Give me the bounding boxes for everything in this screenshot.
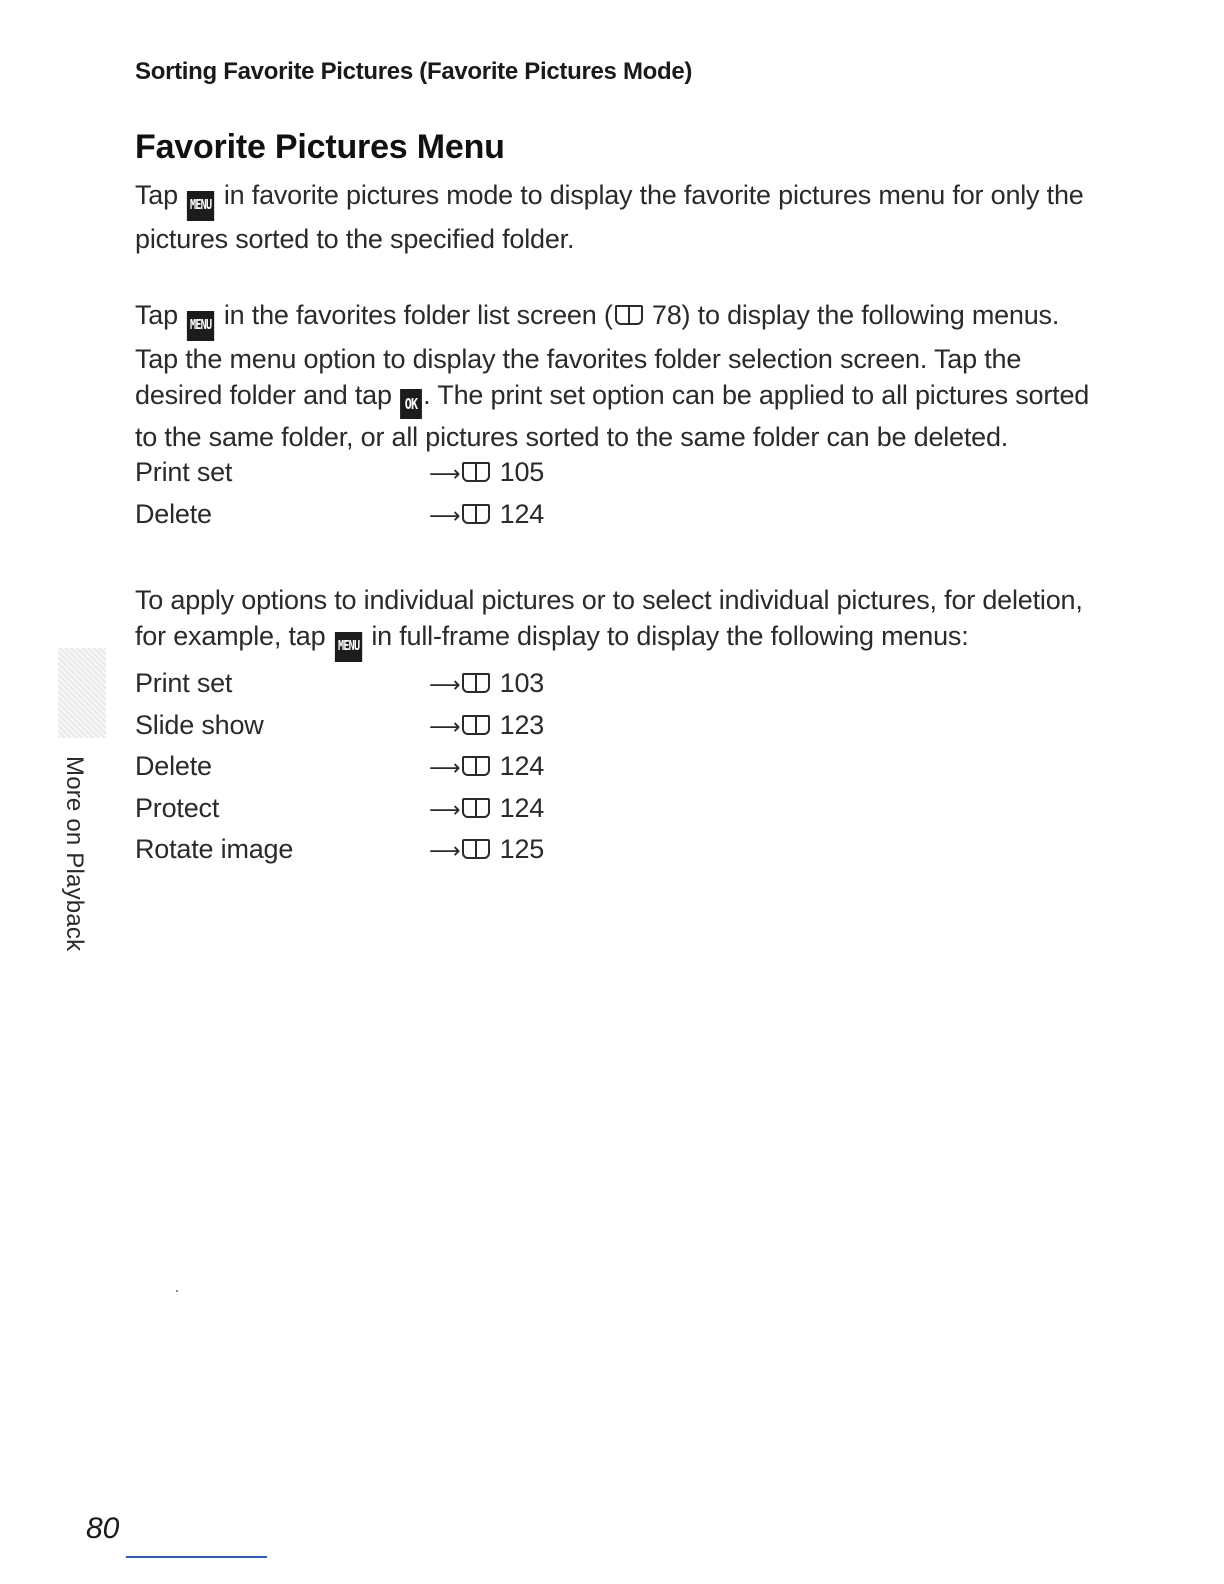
- arrow-right-icon: ⟶: [429, 502, 461, 528]
- menu-option-label: Protect: [135, 792, 220, 823]
- section-title: Favorite Pictures Menu: [135, 128, 505, 166]
- paragraph-text: Tap: [135, 300, 186, 330]
- page-reference-number: 124: [499, 498, 545, 529]
- side-tab-label: More on Playback: [61, 756, 88, 952]
- book-reference-icon: [462, 715, 490, 735]
- book-reference-icon: [462, 462, 490, 482]
- menu-key-icon: MENU: [187, 191, 215, 221]
- page-reference: [429, 710, 544, 741]
- menu-key-icon: MENU: [335, 632, 363, 662]
- paragraph-favorite-menu-intro: [135, 177, 1105, 257]
- page-reference-number: 125: [499, 834, 545, 865]
- page-reference: [429, 457, 544, 488]
- page-reference: [429, 499, 544, 530]
- running-head: Sorting Favorite Pictures (Favorite Pictures Mode): [135, 58, 693, 85]
- page-reference: [429, 793, 544, 824]
- paragraph-text: . The print set option can be applied to all pictures sorted to the same folder, or all pictures sorted to the same folder can be deleted.: [135, 380, 1090, 452]
- page-reference-number: 105: [499, 457, 545, 487]
- paragraph-text: Tap: [135, 180, 186, 210]
- menu-key-icon: MENU: [187, 311, 215, 341]
- page-reference-number: 124: [499, 751, 545, 782]
- book-reference-icon: [462, 504, 490, 524]
- page-number: 80: [86, 1512, 120, 1545]
- arrow-right-icon: ⟶: [429, 672, 461, 697]
- menu-option-label: Delete: [135, 751, 212, 782]
- page-reference: [429, 751, 544, 782]
- book-reference-icon: [615, 305, 643, 325]
- menu-option-label: Delete: [135, 498, 212, 529]
- arrow-right-icon: ⟶: [429, 838, 461, 864]
- paragraph-text: in favorite pictures mode to display the favorite pictures menu for only the pictures sorted to the specified folder.: [135, 180, 1084, 254]
- page-number-rule: [126, 1556, 267, 1558]
- page-reference: [429, 834, 544, 865]
- book-reference-icon: [462, 839, 490, 859]
- paragraph-text: To apply options to individual pictures or to select individual pictures, for deletion, for example, tap: [135, 585, 1083, 651]
- page-reference-number: 103: [499, 668, 545, 698]
- book-reference-icon: [462, 673, 490, 693]
- book-reference-icon: [462, 798, 490, 818]
- arrow-right-icon: ⟶: [429, 461, 461, 486]
- book-reference-icon: [462, 756, 490, 776]
- paragraph-text: 78) to display the following menus. Tap the menu option to display the favorites folder selection screen. Tap the desired folder and tap: [135, 300, 1060, 410]
- paragraph-individual-pictures: [135, 582, 1105, 662]
- page-reference-number: 124: [499, 792, 545, 823]
- arrow-right-icon: ⟶: [429, 796, 461, 822]
- side-tab-marker: [58, 648, 106, 738]
- menu-option-label: Rotate image: [135, 834, 294, 865]
- paragraph-text: in the favorites folder list screen (: [216, 300, 613, 330]
- scan-speck: [176, 1290, 178, 1292]
- menu-option-label: Slide show: [135, 709, 264, 740]
- arrow-right-icon: ⟶: [429, 755, 461, 781]
- menu-option-label: Print set: [135, 668, 233, 698]
- ok-key-icon: OK: [400, 389, 422, 419]
- page-reference: [429, 668, 544, 699]
- paragraph-text: in full-frame display to display the following menus:: [364, 621, 969, 651]
- paragraph-folder-list: [135, 297, 1105, 455]
- arrow-right-icon: ⟶: [429, 713, 461, 739]
- page-reference-number: 123: [499, 709, 545, 740]
- menu-option-label: Print set: [135, 457, 233, 487]
